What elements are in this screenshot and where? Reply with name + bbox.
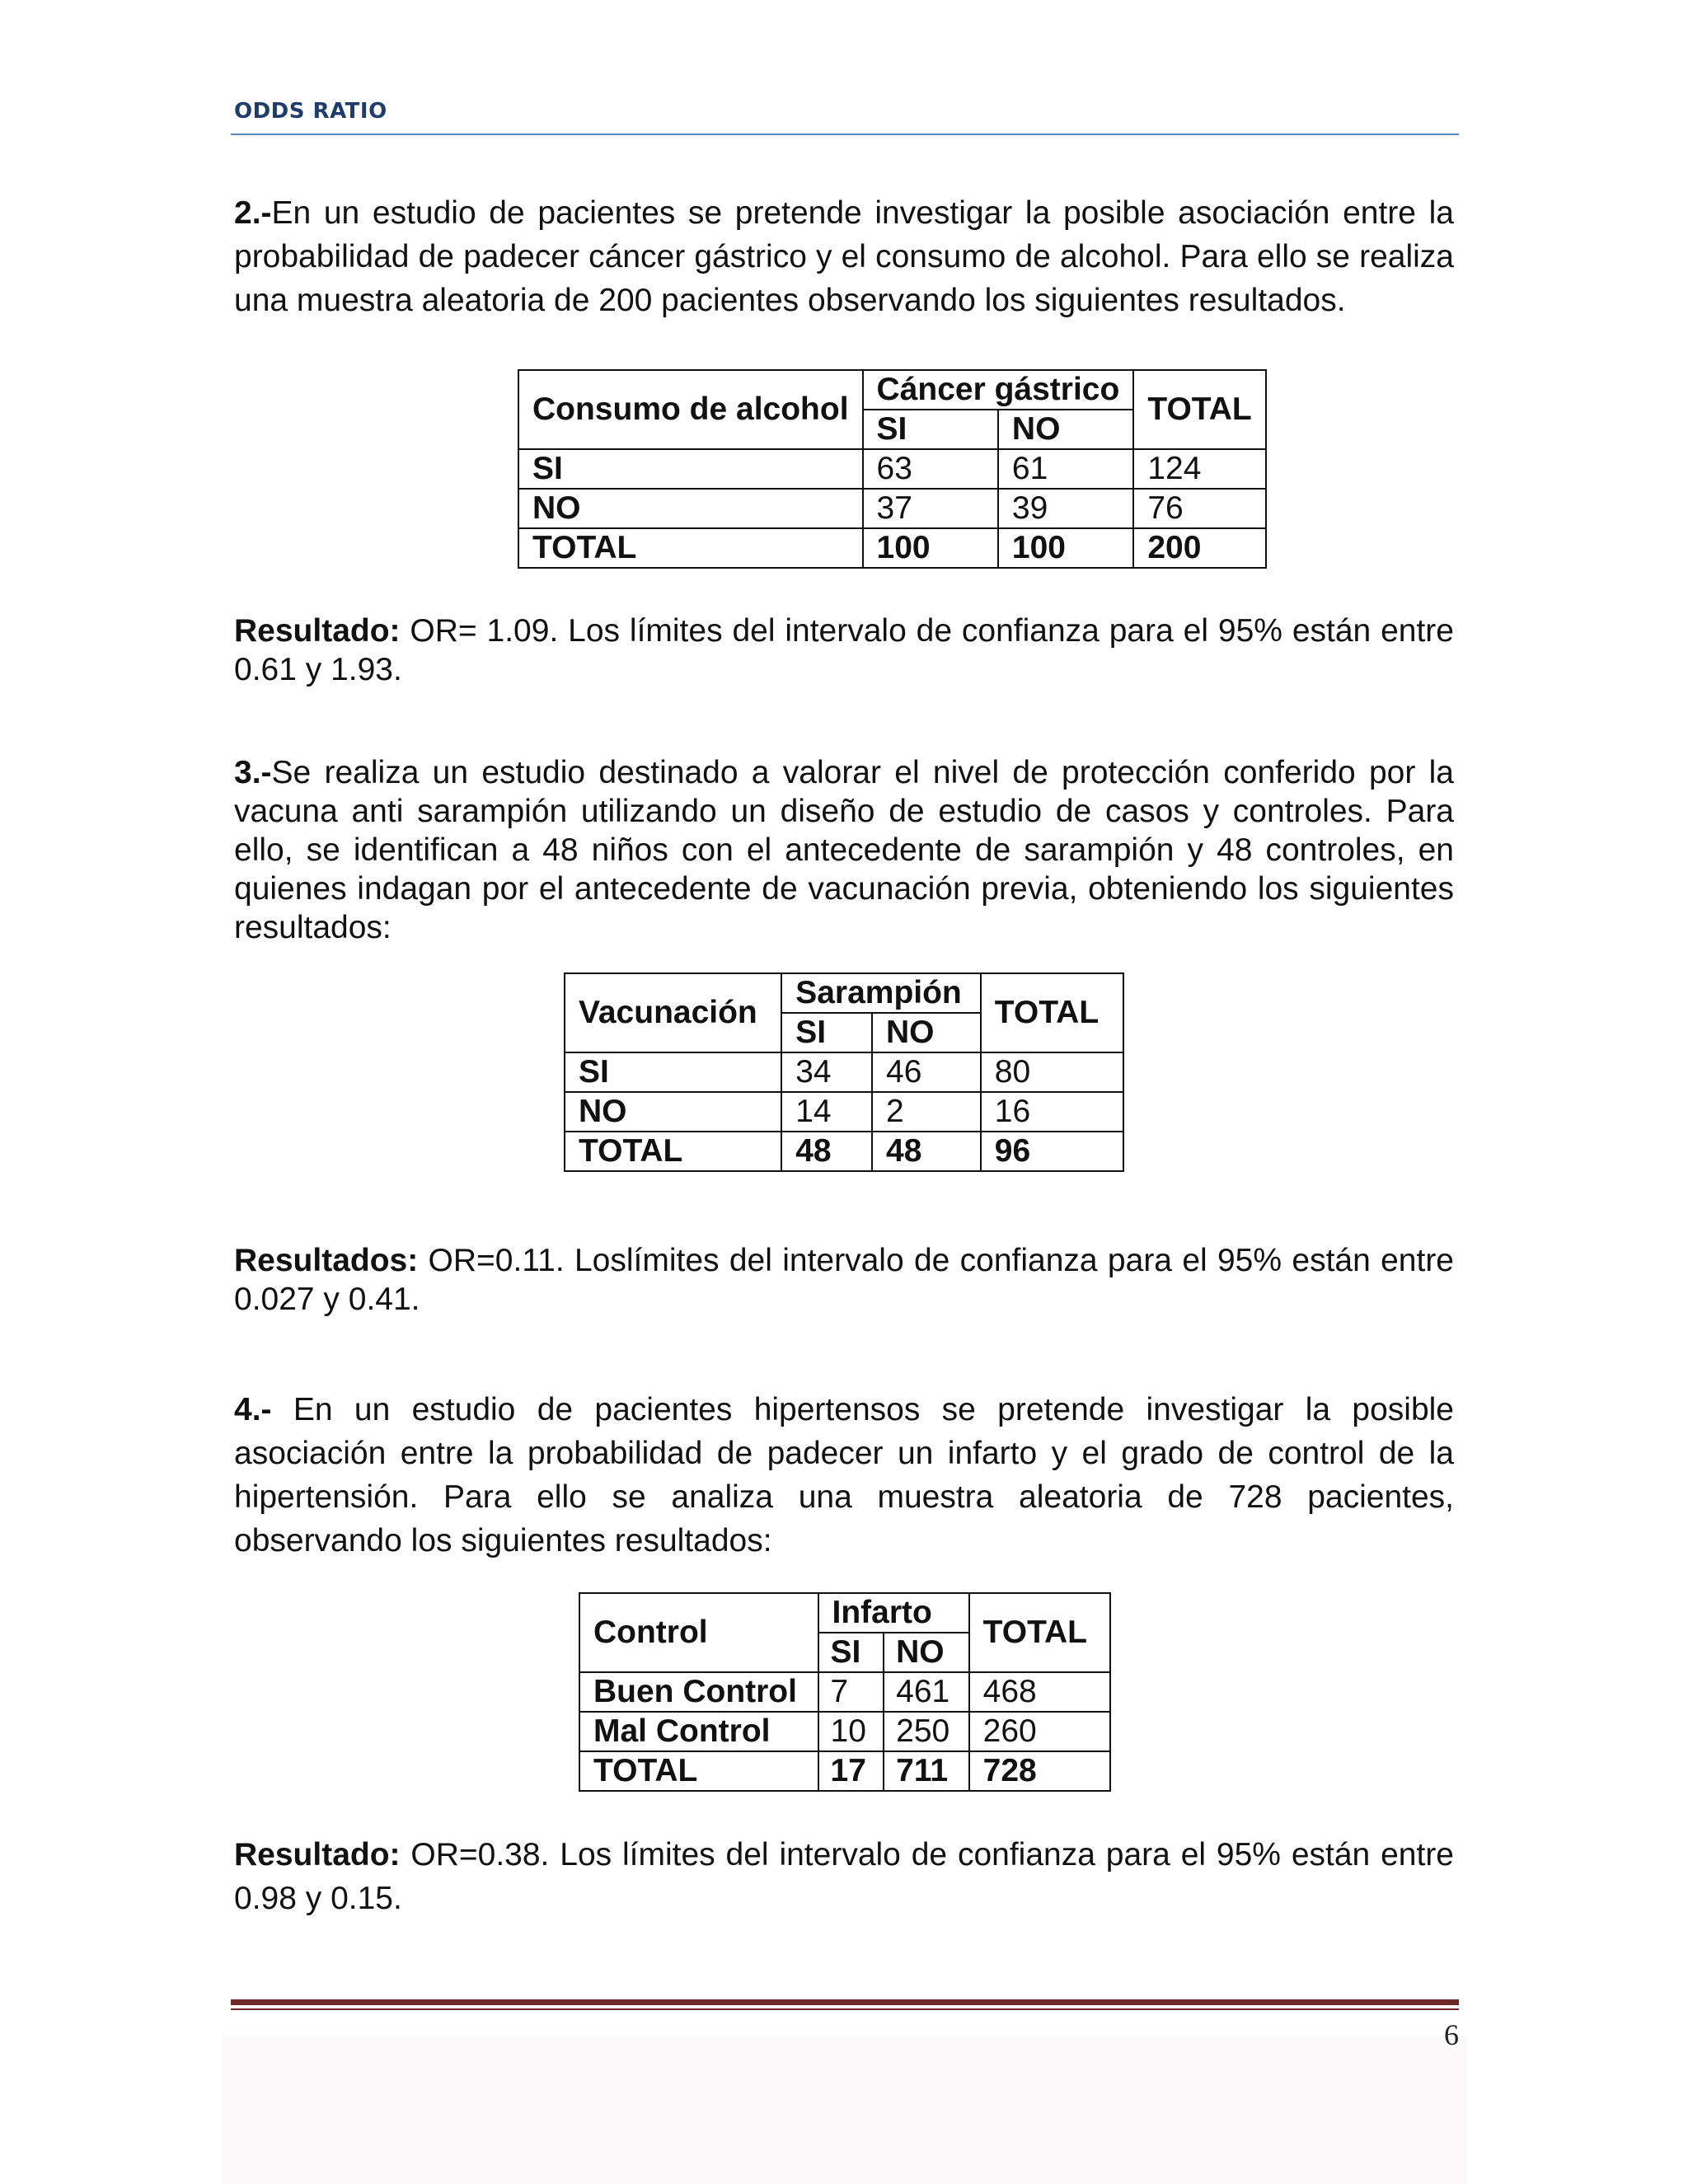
table-row bbox=[579, 1712, 1110, 1751]
q4-row-header: Control bbox=[579, 1593, 818, 1672]
q4-result bbox=[234, 1833, 1454, 1920]
q2-text: En un estudio de pacientes se pretende investigar la posible asociación entre la probabilidad de padecer cáncer gástrico y el consumo de alcohol. Para ello se realiza una muestra aleatoria de 200 pacientes observando los siguientes resultados. bbox=[234, 195, 1454, 318]
q2-table bbox=[518, 369, 1267, 569]
q4-paragraph bbox=[234, 1388, 1454, 1563]
row-label: TOTAL bbox=[518, 528, 863, 568]
q2-result bbox=[234, 612, 1454, 689]
q2-col-si: SI bbox=[863, 410, 998, 449]
q4-text: En un estudio de pacientes hipertensos se pretende investigar la posible asociación entre la probabilidad de padecer un infarto y el grado de control de la hipertensión. Para ello se analiza una muestra aleatoria de 728 pacientes, observando los siguientes resultados: bbox=[234, 1392, 1454, 1558]
table-row bbox=[579, 1672, 1110, 1712]
cell-no: 46 bbox=[872, 1052, 981, 1092]
q4-result-label: Resultado: bbox=[234, 1837, 401, 1872]
footer-background bbox=[223, 2036, 1467, 2184]
q4-table bbox=[579, 1592, 1111, 1792]
cell-total: 200 bbox=[1133, 528, 1265, 568]
cell-no: 711 bbox=[884, 1751, 969, 1791]
row-label: NO bbox=[518, 489, 863, 528]
cell-no: 100 bbox=[998, 528, 1133, 568]
cell-si: 10 bbox=[818, 1712, 884, 1751]
q2-paragraph bbox=[234, 191, 1454, 322]
q3-col-total: TOTAL bbox=[981, 973, 1123, 1052]
q3-col-no: NO bbox=[872, 1013, 981, 1052]
row-label: NO bbox=[565, 1092, 781, 1132]
cell-si: 17 bbox=[818, 1751, 884, 1791]
cell-total: 124 bbox=[1133, 449, 1265, 489]
q3-number: 3.- bbox=[234, 755, 272, 790]
q2-result-label: Resultado: bbox=[234, 613, 401, 649]
table-row bbox=[565, 1132, 1123, 1171]
cell-no: 61 bbox=[998, 449, 1133, 489]
cell-total: 728 bbox=[969, 1751, 1110, 1791]
footer-divider-thick bbox=[231, 1999, 1459, 2005]
q4-col-total: TOTAL bbox=[969, 1593, 1110, 1672]
cell-si: 37 bbox=[863, 489, 998, 528]
cell-no: 39 bbox=[998, 489, 1133, 528]
cell-total: 80 bbox=[981, 1052, 1123, 1092]
q3-col-si: SI bbox=[781, 1013, 872, 1052]
q4-col-no: NO bbox=[884, 1633, 969, 1672]
q4-result-text: OR=0.38. Los límites del intervalo de confianza para el 95% están entre 0.98 y 0.15. bbox=[234, 1837, 1454, 1916]
cell-si: 34 bbox=[781, 1052, 872, 1092]
table-row bbox=[565, 1092, 1123, 1132]
table-row bbox=[518, 489, 1266, 528]
table-row bbox=[565, 1052, 1123, 1092]
q3-col-group: Sarampión bbox=[781, 973, 981, 1013]
row-label: TOTAL bbox=[565, 1132, 781, 1171]
cell-si: 14 bbox=[781, 1092, 872, 1132]
row-label: Mal Control bbox=[579, 1712, 818, 1751]
cell-si: 7 bbox=[818, 1672, 884, 1712]
cell-total: 76 bbox=[1133, 489, 1265, 528]
q3-result-label: Resultados: bbox=[234, 1243, 419, 1278]
cell-no: 250 bbox=[884, 1712, 969, 1751]
table-row bbox=[579, 1751, 1110, 1791]
q3-text: Se realiza un estudio destinado a valorar el nivel de protección conferido por la vacuna anti sarampión utilizando un diseño de estudio de casos y controles. Para ello, se identifican a 48 niños con el antecedente de sarampión y 48 controles, en quienes indagan por el antecedente de vacunación previa, obteniendo los siguientes resultados: bbox=[234, 755, 1454, 945]
cell-total: 468 bbox=[969, 1672, 1110, 1712]
q2-result-text: OR= 1.09. Los límites del intervalo de confianza para el 95% están entre 0.61 y 1.93. bbox=[234, 613, 1454, 687]
q3-result-text: OR=0.11. Loslímites del intervalo de confianza para el 95% están entre 0.027 y 0.41. bbox=[234, 1243, 1454, 1317]
q2-col-group: Cáncer gástrico bbox=[863, 370, 1134, 410]
q4-number: 4.- bbox=[234, 1392, 272, 1427]
row-label: SI bbox=[565, 1052, 781, 1092]
footer-divider-thin bbox=[231, 2008, 1459, 2010]
q4-col-group: Infarto bbox=[818, 1593, 969, 1633]
q2-number: 2.- bbox=[234, 195, 272, 231]
table-row bbox=[518, 528, 1266, 568]
q3-row-header: Vacunación bbox=[565, 973, 781, 1052]
cell-total: 260 bbox=[969, 1712, 1110, 1751]
row-label: SI bbox=[518, 449, 863, 489]
row-label: TOTAL bbox=[579, 1751, 818, 1791]
q3-table bbox=[564, 972, 1124, 1172]
page-number: 6 bbox=[1444, 2018, 1459, 2051]
q3-paragraph bbox=[234, 753, 1454, 947]
cell-si: 48 bbox=[781, 1132, 872, 1171]
cell-no: 48 bbox=[872, 1132, 981, 1171]
q3-result bbox=[234, 1241, 1454, 1319]
table-row bbox=[518, 449, 1266, 489]
cell-si: 63 bbox=[863, 449, 998, 489]
cell-no: 2 bbox=[872, 1092, 981, 1132]
q2-col-total: TOTAL bbox=[1133, 370, 1265, 449]
cell-total: 96 bbox=[981, 1132, 1123, 1171]
row-label: Buen Control bbox=[579, 1672, 818, 1712]
cell-total: 16 bbox=[981, 1092, 1123, 1132]
cell-no: 461 bbox=[884, 1672, 969, 1712]
q2-col-no: NO bbox=[998, 410, 1133, 449]
q4-col-si: SI bbox=[818, 1633, 884, 1672]
q2-row-header: Consumo de alcohol bbox=[518, 370, 863, 449]
cell-si: 100 bbox=[863, 528, 998, 568]
page-header-title: ODDS RATIO bbox=[234, 99, 387, 124]
header-divider bbox=[231, 134, 1459, 135]
